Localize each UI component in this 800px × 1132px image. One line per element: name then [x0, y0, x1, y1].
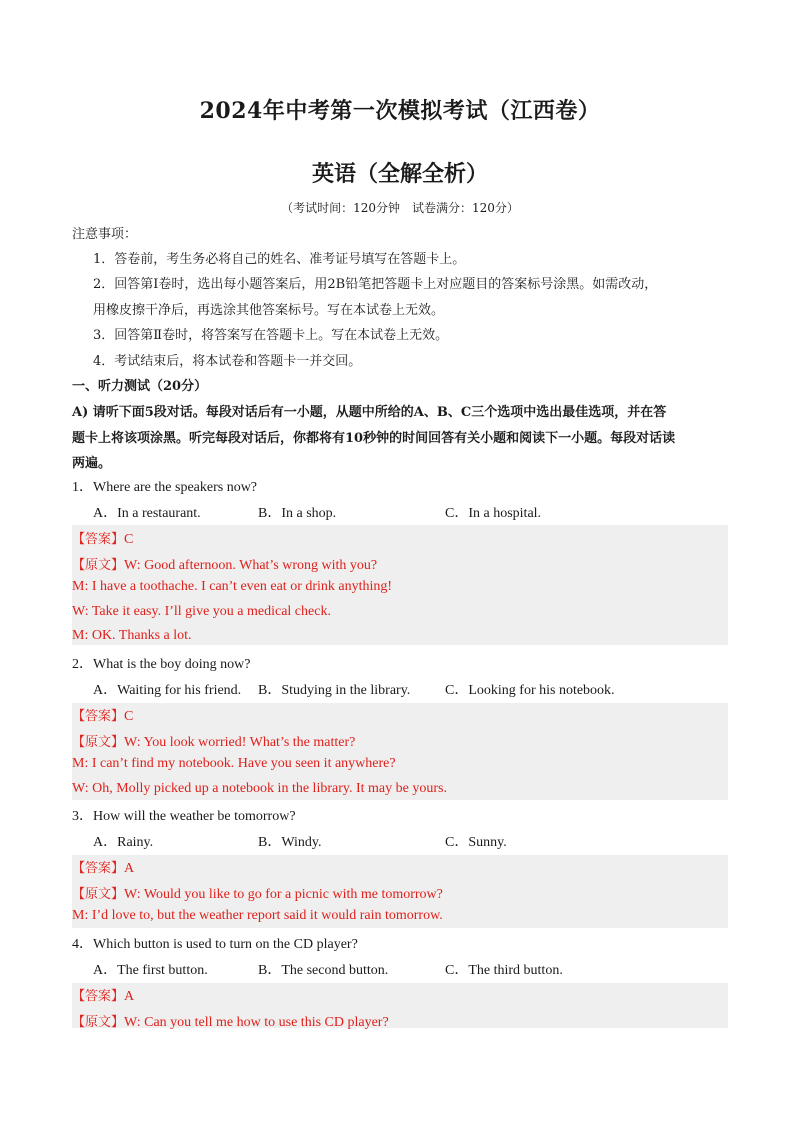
transcript-line: W: Take it easy. I’ll give you a medical check. — [72, 604, 331, 619]
option-b: B．In a shop. — [258, 506, 337, 521]
transcript-tag: 【原文】 — [72, 558, 125, 573]
notice-item: 3．回答第Ⅱ卷时，将答案写在答题卡上。写在本试卷上无效。 — [93, 328, 449, 343]
answer-tag: 【答案】 — [72, 709, 125, 724]
option-b: B．Studying in the library. — [258, 683, 411, 698]
transcript-line: M: I have a toothache. I can’t even eat or drink anything! — [72, 579, 393, 594]
option-b: B．The second button. — [258, 963, 389, 978]
transcript-line: M: I can’t find my notebook. Have you seen it anywhere? — [72, 756, 396, 771]
transcript-line: W: Oh, Molly picked up a notebook in the library. It may be yours. — [72, 781, 447, 796]
notice-item: 4．考试结束后，将本试卷和答题卡一并交回。 — [93, 354, 362, 369]
option-c: C．Looking for his notebook. — [445, 683, 615, 698]
transcript-line: M: I’d love to, but the weather report said it would rain tomorrow. — [72, 908, 443, 923]
transcript-line: 【原文】W: Can you tell me how to use this CD player? — [72, 1015, 389, 1030]
answer-line — [72, 985, 134, 1005]
answer-tag: 【答案】 — [72, 989, 125, 1004]
option-c: C．In a hospital. — [445, 506, 542, 521]
answer-line — [72, 528, 133, 548]
option-a: A．Waiting for his friend. — [93, 683, 242, 698]
answer-value: A — [124, 861, 135, 876]
section-instruction: 两遍。 — [72, 456, 112, 471]
section-instruction: 题卡上将该项涂黑。听完每段对话后，你都将有10秒钟的时间回答有关小题和阅读下一小题。每段对话读 — [72, 431, 676, 446]
section-instruction: A) 请听下面5段对话。每段对话后有一小题，从题中所给的A、B、C三个选项中选出最佳选项，并在答 — [72, 405, 667, 420]
option-a: A．In a restaurant. — [93, 506, 201, 521]
answer-value: C — [124, 532, 134, 547]
exam-title: 2024年中考第一次模拟考试（江西卷） — [199, 98, 601, 124]
question-stem: 4．Which button is used to turn on the CD player? — [72, 937, 358, 952]
transcript-tag: 【原文】 — [72, 1015, 125, 1030]
question-stem: 1．Where are the speakers now? — [72, 480, 258, 495]
answer-value: C — [124, 709, 134, 724]
answer-tag: 【答案】 — [72, 861, 125, 876]
section-heading: 一、听力测试（20分） — [72, 379, 208, 394]
question-stem: 3．How will the weather be tomorrow? — [72, 809, 296, 824]
option-c: C．The third button. — [445, 963, 563, 978]
option-a: A．The first button. — [93, 963, 208, 978]
notice-heading: 注意事项： — [72, 227, 138, 242]
transcript-line: M: OK. Thanks a lot. — [72, 628, 192, 643]
exam-info: （考试时间：120分钟 试卷满分：120分） — [281, 201, 519, 215]
question-stem: 2．What is the boy doing now? — [72, 657, 251, 672]
option-a: A．Rainy. — [93, 835, 154, 850]
transcript-line: 【原文】W: Would you like to go for a picnic with me tomorrow? — [72, 887, 443, 902]
transcript-line: 【原文】W: Good afternoon. What’s wrong with you? — [72, 558, 378, 573]
notice-item: 用橡皮擦干净后，再选涂其他答案标号。写在本试卷上无效。 — [93, 303, 445, 318]
option-b: B．Windy. — [258, 835, 322, 850]
answer-line — [72, 857, 134, 877]
subject-title: 英语（全解全析） — [311, 161, 488, 187]
answer-value: A — [124, 989, 135, 1004]
option-c: C．Sunny. — [445, 835, 507, 850]
answer-tag: 【答案】 — [72, 532, 125, 547]
notice-item: 2．回答第Ⅰ卷时，选出每小题答案后，用2B铅笔把答题卡上对应题目的答案标号涂黑。如需改动， — [93, 277, 658, 292]
notice-item: 1．答卷前，考生务必将自己的姓名、准考证号填写在答题卡上。 — [93, 252, 466, 267]
transcript-tag: 【原文】 — [72, 887, 125, 902]
transcript-tag: 【原文】 — [72, 735, 125, 750]
answer-line — [72, 705, 133, 725]
transcript-line: 【原文】W: You look worried! What’s the matter? — [72, 735, 356, 750]
